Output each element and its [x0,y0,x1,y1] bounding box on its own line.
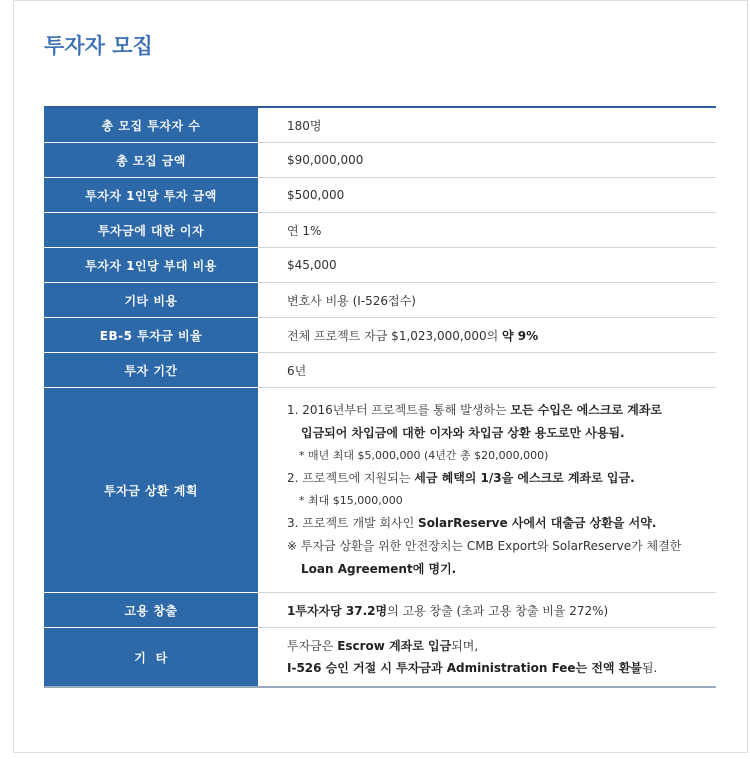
investor-recruitment-table [44,106,716,688]
table-row [44,353,716,388]
plan-line: ※ 투자금 상환을 위한 안전장치는 CMB Export와 SolarReserve가 체결한 [287,539,682,553]
row-label: 투자금에 대한 이자 [44,213,258,248]
page-title: 투자자 모집 [44,34,153,58]
row-value: 연 1% [258,213,716,248]
table-row [44,318,716,353]
row-value [258,628,716,688]
row-label: 기 타 [44,628,258,688]
plan-line: 입금되어 차입금에 대한 이자와 차입금 상환 용도로만 사용됨. [301,426,625,440]
row-label: EB-5 투자금 비율 [44,318,258,353]
table-row [44,107,716,143]
row-label: 투자 기간 [44,353,258,388]
row-value: $500,000 [258,178,716,213]
table-row [44,213,716,248]
value-emphasis: 약 9% [502,328,539,343]
etc-line: 투자금은 Escrow 계좌로 입금되며, [287,639,479,653]
row-label: 총 모집 투자자 수 [44,107,258,143]
row-value: 6년 [258,353,716,388]
plan-line: Loan Agreement에 명기. [301,562,457,576]
plan-note: * 매년 최대 $5,000,000 (4년간 총 $20,000,000) [299,449,549,462]
plan-line: 3. 프로젝트 개발 회사인 SolarReserve 사에서 대출금 상환을 서약. [287,516,657,530]
row-label: 고용 창출 [44,593,258,628]
plan-line: 1. 2016년부터 프로젝트를 통해 발생하는 모든 수입은 에스크로 계좌로 [287,403,662,417]
table-row [44,283,716,318]
row-value: $45,000 [258,248,716,283]
row-label: 투자자 1인당 투자 금액 [44,178,258,213]
plan-note: * 최대 $15,000,000 [299,494,403,507]
table-row [44,248,716,283]
value-text: 전체 프로젝트 자금 $1,023,000,000의 [287,328,503,343]
row-label: 기타 비용 [44,283,258,318]
table-row [44,143,716,178]
table-row-etc [44,628,716,688]
row-value: $90,000,000 [258,143,716,178]
repayment-plan [258,388,716,593]
row-value: 180명 [258,107,716,143]
row-label: 투자자 1인당 부대 비용 [44,248,258,283]
etc-line: I-526 승인 거절 시 투자금과 Administration Fee는 전액 환불됨. [287,661,658,675]
row-value [258,593,716,628]
table-row-jobs [44,593,716,628]
value-emphasis: 1투자자당 37.2명 [287,603,388,618]
row-value [258,318,716,353]
row-label: 총 모집 금액 [44,143,258,178]
row-value: 변호사 비용 (I-526접수) [258,283,716,318]
table-row-repayment [44,388,716,593]
table-row [44,178,716,213]
plan-line: 2. 프로젝트에 지원되는 세금 혜택의 1/3을 에스크로 계좌로 입금. [287,471,635,485]
value-text: 의 고용 창출 (초과 고용 창출 비율 272%) [387,603,609,618]
row-label: 투자금 상환 계획 [44,388,258,593]
